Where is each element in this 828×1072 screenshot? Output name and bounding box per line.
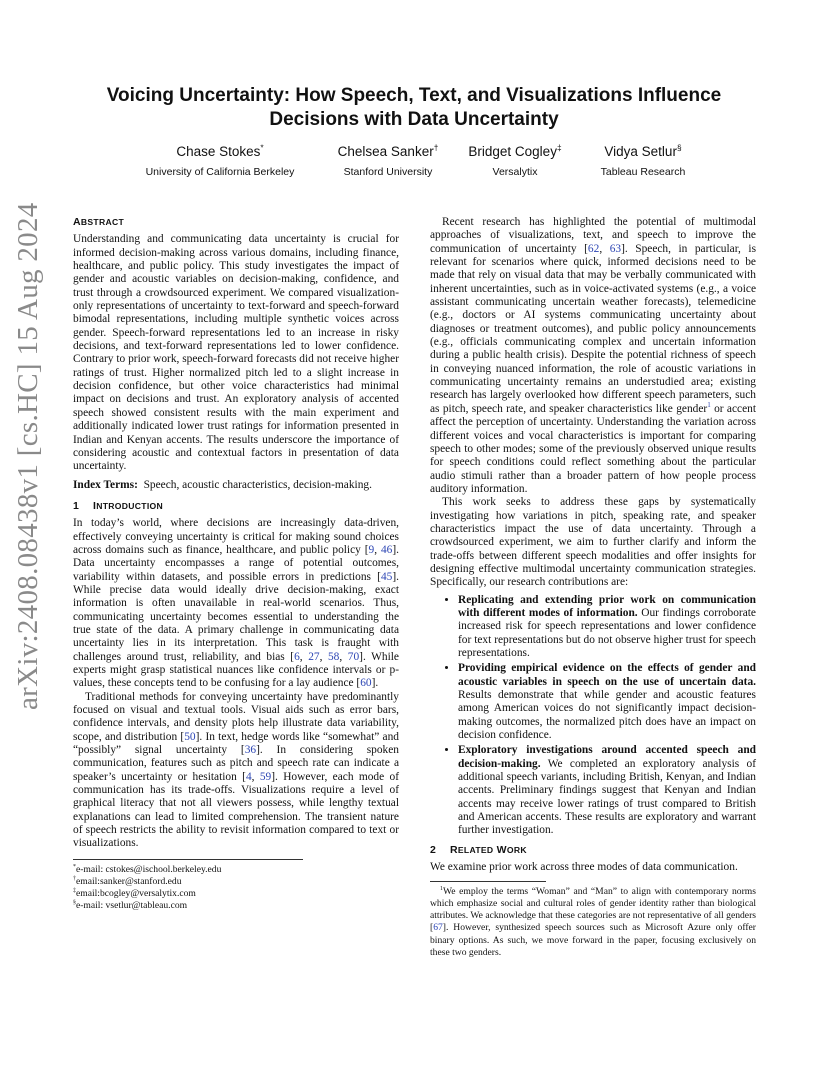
index-terms-label: Index Terms: (73, 478, 138, 491)
citation-link[interactable]: 9 (368, 543, 375, 556)
title-line-2: Decisions with Data Uncertainty (269, 109, 559, 130)
author-mark: * (260, 142, 264, 153)
author-mark: † (433, 142, 439, 153)
citation-link[interactable]: 4 (245, 770, 252, 783)
author-name: Chase Stokes (176, 144, 261, 159)
contribution-item: • Replicating and extending prior work on communication with different modes of information. Our findings corroborate increased risk for speech representations and lower confidence for text representations but do not observe higher trust for speech representations. (458, 594, 756, 661)
citation-link[interactable]: 50 (184, 730, 196, 743)
related-work-heading: 2 RELATED WORK (430, 843, 527, 856)
citation-link[interactable]: 67 (433, 922, 443, 934)
citation-link[interactable]: 58 (327, 650, 340, 663)
title-line-1: Voicing Uncertainty: How Speech, Text, and Visualizations Influence (106, 85, 722, 106)
footnote-rule (73, 859, 303, 860)
related-work-text: We examine prior work across three modes of data communication. (430, 861, 738, 874)
citation-link[interactable]: 60 (360, 677, 372, 690)
author-block-stokes (130, 143, 310, 179)
right-paragraph-2: This work seeks to address these gaps by systematically investigating how variations in pitch, speaking rate, and speaker characteristics impact the use of data uncertainty. Through a crowdsourced experiment, we aim to further clarify and inform the trade-offs between different speech modalities and offer insights for designing effective multimodal uncertainty communication strategies. Specifically, our research contributions are: (430, 496, 756, 589)
author-affiliation: University of California Berkeley (145, 166, 295, 178)
contribution-item: • Providing empirical evidence on the effects of gender and acoustic variables in speech on the use of uncertain data. Results demonstrate that while gender and acoustic features among American voices do not significantly impact decision-making outcomes, the normalized pitch does have an impact on decision confidence. (458, 662, 756, 742)
citation-link[interactable]: 36 (244, 744, 257, 757)
intro-paragraph-2: Traditional methods for conveying uncertainty have predominantly focused on visual and textual tools. Visual aids such as error bars, confidence intervals, and density plots help illustrate data variability, scope, and distribution [50]. In text, hedge words like “somewhat” and “possibly” signal uncertainty [36]. In considering spoken communication, features such as pitch and speech rate can indicate a speaker’s uncertainty or hesitation [4, 59]. However, each mode of communication has its trade-offs. Visualizations require a level of graphical literacy that not all viewers possess, while lengthy textual explanations can lead to limited comprehension. The transient nature of speech restricts the ability to revisit information compared to text or visualizations. (73, 690, 400, 850)
footnote-email: §e-mail: vsetlur@tableau.com (73, 899, 188, 911)
author-name: Bridget Cogley (468, 144, 557, 159)
footnote-link[interactable]: 1 (707, 401, 711, 410)
author-block-cogley (455, 143, 575, 179)
footnote-rule (430, 881, 546, 882)
contribution-item: • Exploratory investigations around accented speech and decision-making. We completed an exploratory analysis of additional speech variants, including British, Kenyan, and Indian accents. Preliminary findings suggest that Kenyan and Indian accents may receive lower ratings of trust compared to British and American accents. These results are exploratory and warrant further investigation. (458, 744, 756, 837)
footnote-gender: $^1$We employ the terms “Woman” and “Man” to align with contemporary norms which emphasize social and cultural roles of gender identity rather than biological attributes. We acknowledge that these categories are not representative of all genders [67]. However, synthesized speech sources such as Microsoft Azure only offer binary options. As such, we move forward in the paper, focusing exclusively on these two genders. (430, 885, 756, 958)
author-affiliation: Tableau Research (600, 166, 686, 178)
footnote-email: †email:sanker@stanford.edu (73, 875, 182, 887)
contributions-list (430, 594, 756, 838)
citation-link[interactable]: 6 (294, 650, 300, 663)
author-block-setlur (580, 143, 706, 179)
citation-link[interactable]: 46 (380, 543, 393, 556)
citation-link[interactable]: 27 (308, 650, 320, 663)
paper-title (80, 84, 748, 132)
footnote-email: ‡email:bcogley@versalytix.com (73, 887, 196, 899)
author-block-sanker (318, 143, 458, 179)
citation-link[interactable]: 59 (259, 770, 272, 783)
citation-link[interactable]: 70 (347, 650, 360, 663)
right-paragraph-1: Recent research has highlighted the potential of multimodal approaches of visualizations, text, and speech to improve the communication of uncertainty [62, 63]. Speech, in particular, is relevant for scenarios where quick, informed decisions need to be made that rely on visual data that may be verbally communicated with inherent uncertainties, such as in voice-activated systems (e.g., a voice assistant communicating uncertain weather forecasts), telemedicine (e.g., doctors or AI systems communicating uncertainty about diagnoses or treatment outcomes), and public policy announcements (e.g., officials communicating complex and uncertain information during a public health crisis). Despite the potential richness of speech in conveying nuanced information, the role of acoustic variations in communicating uncertainty remains an understudied area; existing research has largely overlooked how different speech parameters, such as pitch, speech rate, and speaker characteristics like gender$^1$ or accent affect the perception of uncertainty. Understanding the variation across different voices and vocal characteristics is important for comparing speech to other modes; some of the previously observed unique results for speech conditions could reflect something about the particular audio stimuli rather than a broader pattern of how people process auditory information. (430, 216, 757, 495)
intro-paragraph-1: In today’s world, where decisions are increasingly data-driven, effectively conveying uncertainty is critical for making sound choices across domains such as finance, healthcare, and public policy [9, 46]. Data uncertainty encompasses a range of potential outcomes, variability within datasets, and possible errors in predictions [45]. While precise data would ideally drive decision-making, exact information is often unavailable in real-world scenarios. Thus, communicating uncertainty becomes essential to understanding the true state of the data. A primary challenge in communicating data uncertainty lies in its interpretation. This task is fraught with challenges around trust, reliability, and bias [6, 27, 58, 70]. While experts might grasp statistical nuances like confidence intervals or p-values, these concepts tend to be confusing for a lay audience [60]. (73, 517, 399, 690)
left-column (73, 216, 399, 912)
footnote-email: *e-mail: cstokes@ischool.berkeley.edu (73, 863, 222, 875)
abstract-heading: ABSTRACT (73, 216, 125, 228)
right-column (430, 216, 756, 959)
author-mark: § (676, 142, 682, 153)
citation-link[interactable]: 45 (380, 570, 393, 583)
citation-link[interactable]: 63 (609, 242, 622, 255)
citation-link[interactable]: 62 (587, 242, 600, 255)
author-affiliation: Stanford University (343, 166, 433, 178)
index-terms-value: Speech, acoustic characteristics, decision-making. (143, 478, 372, 491)
arxiv-sidebar-identifier: arXiv:2408.08438v1 [cs.HC] 15 Aug 2024 (12, 202, 44, 710)
author-name: Vidya Setlur (604, 144, 677, 159)
intro-heading: 1 INTRODUCTION (73, 499, 164, 512)
author-mark: ‡ (556, 142, 562, 153)
author-name: Chelsea Sanker (337, 144, 434, 159)
author-affiliation: Versalytix (492, 166, 538, 178)
index-terms (73, 479, 399, 492)
abstract-text: Understanding and communicating data uncertainty is crucial for informed decision-making across various domains, including finance, healthcare, and public policy. This study investigates the impact of gender and acoustic variables on decision-making, confidence, and trust through a crowdsourced experiment. We compared visualization-only representations of uncertainty to text-forward and speech-forward bimodal representations, including multiple synthetic voices across gender. Speech-forward representations led to an increase in risky decisions, and text-forward representations led to lower confidence. Contrary to prior work, speech-forward forecasts did not receive higher ratings of trust. Higher normalized pitch led to a slight increase in decision confidence, but other voice characteristics had minimal impact on decisions and trust. An exploratory analysis of accented speech showed consistent results with the main experiment and additionally indicated lower trust ratings for information presented in Indian and Kenyan accents. The results underscore the importance of considering acoustic and contextual factors in presentation of data uncertainty. (73, 233, 399, 473)
